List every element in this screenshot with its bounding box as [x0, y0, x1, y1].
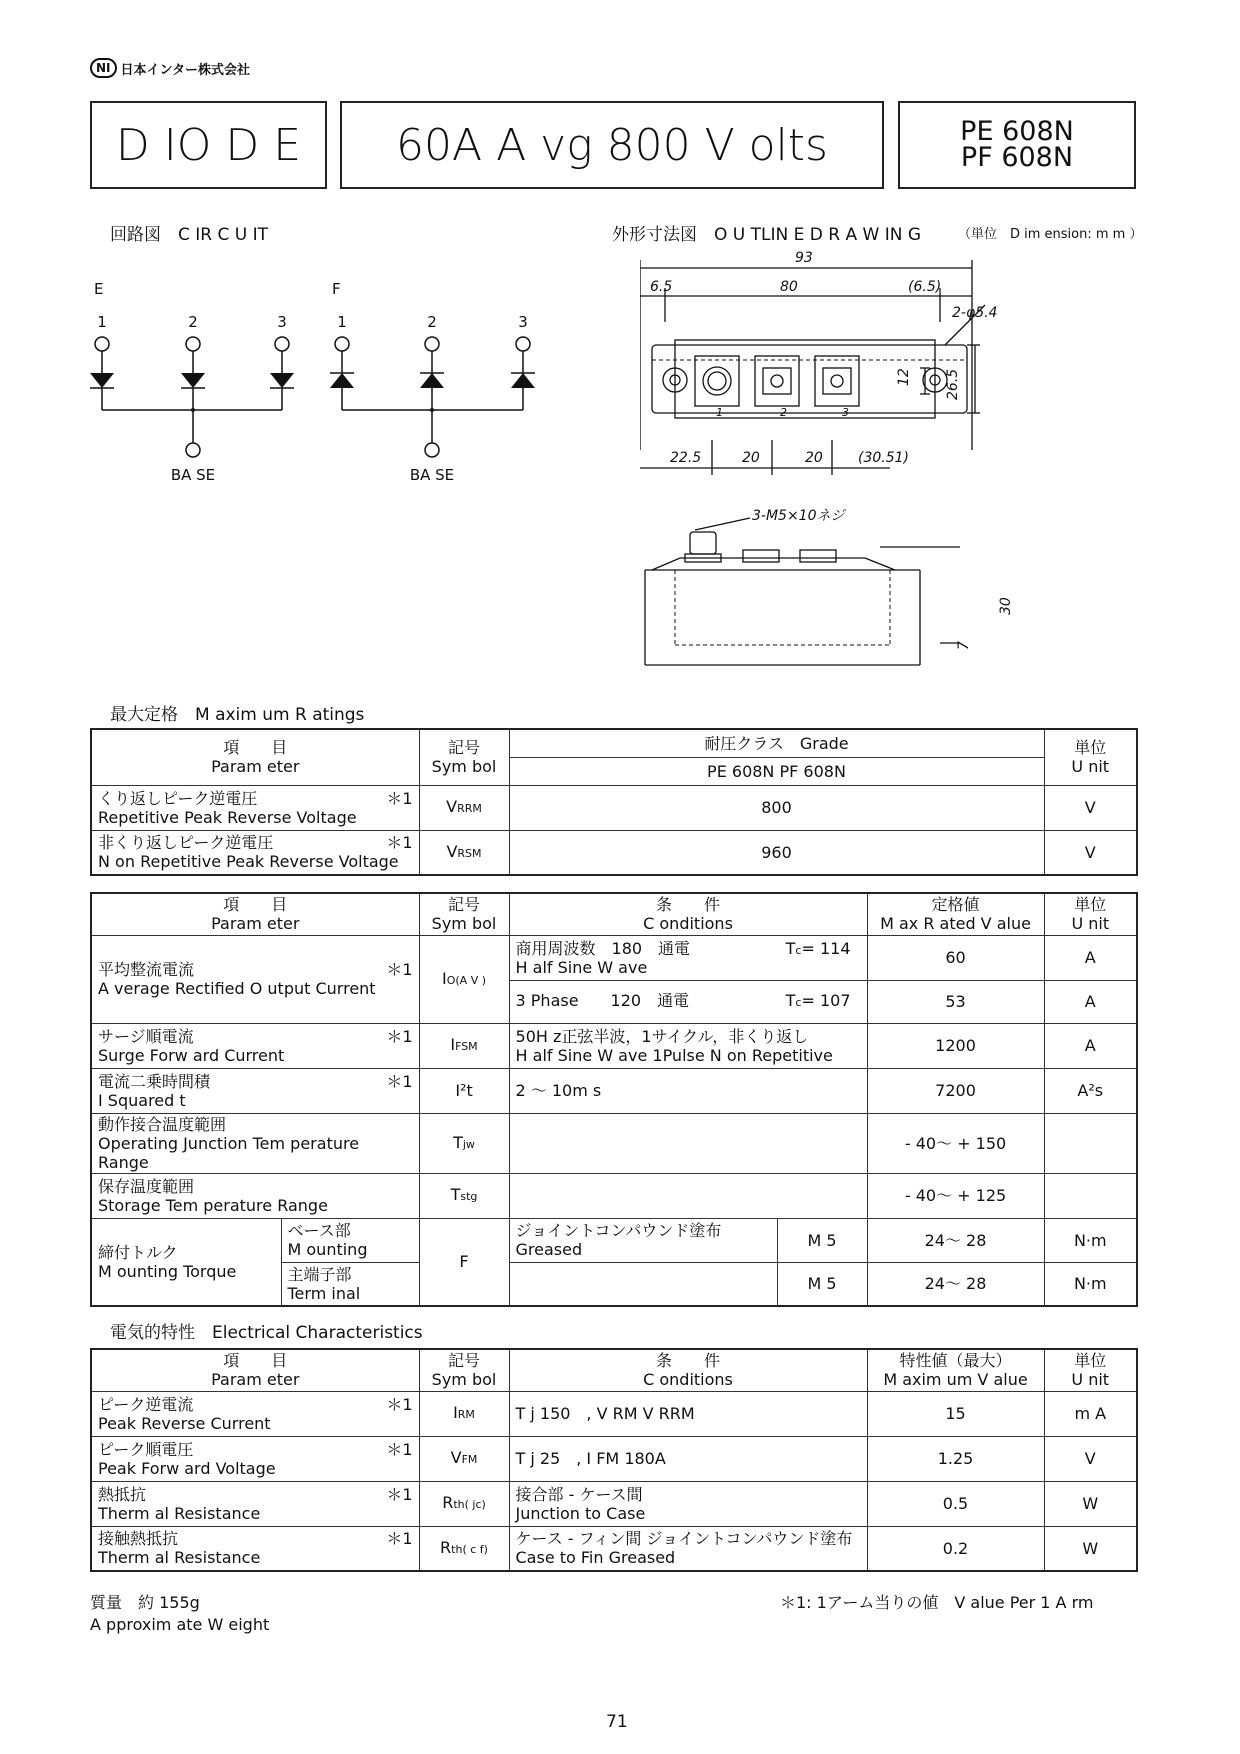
r2-header-param: 項 目 Param eter: [91, 893, 419, 935]
table-row: ＊1 サージ順電流 Surge Forw ard Current IFSM 50H z正弦半波，1サイクル，非くり返し H alf Sine W ave 1Pulse N on Repetitive 1200 A: [91, 1023, 1137, 1068]
r2-header-value: 定格値 M ax R ated V alue: [867, 893, 1044, 935]
pin-label-e2: 2: [188, 313, 198, 331]
el-header-value: 特性値（最大） M axim um V alue: [867, 1349, 1044, 1391]
mr-header-unit: 単位 U nit: [1044, 729, 1137, 785]
table-row: 締付トルク M ounting Torque ベース部 M ounting F ジョイントコンパウンド塗布 Greased M 5 24〜 28 N·m: [91, 1218, 1137, 1262]
company-name: 日本インター株式会社: [120, 62, 250, 78]
dim-left: 6.5: [650, 279, 673, 295]
circuit-heading: 回路図 C IR C U IT: [110, 225, 269, 245]
r2-header-unit: 単位 U nit: [1044, 893, 1137, 935]
terminal-3-label: 3: [842, 406, 849, 419]
el-header-param: 項 目 Param eter: [91, 1349, 419, 1391]
electrical-table: [90, 1348, 1138, 1572]
outline-unit: （単位 D im ension: m m ）: [958, 227, 1143, 242]
model-pf: PF 608N: [960, 142, 1074, 173]
dim-inner: 80: [780, 279, 798, 295]
dim-p2: 20: [742, 450, 760, 466]
terminal-2-label: 2: [780, 406, 787, 419]
dim-hole: 2-φ5.4: [952, 305, 998, 321]
table-row: ＊1 接触熱抵抗 Therm al Resistance Rth( c f) ケース - フィン間 ジョイントコンパウンド塗布 Case to Fin Greased 0.2 W: [91, 1526, 1137, 1571]
mr-header-models: PE 608N PF 608N: [509, 757, 1044, 785]
logo-mark-icon: NI: [90, 58, 117, 78]
mr-header-grade: 耐圧クラス Grade: [509, 729, 1044, 757]
table-row: ＊1 非くり返しピーク逆電圧 N on Repetitive Peak Reverse Voltage VRSM 960 V: [91, 830, 1137, 875]
title-product-box: [90, 101, 327, 189]
title-rating-box: [340, 101, 884, 189]
r2-header-cond: 条 件 C onditions: [509, 893, 867, 935]
dim-height: 26.5: [945, 368, 961, 400]
circuit-diagram: [80, 270, 550, 490]
title-model-box: [898, 101, 1136, 189]
dim-p1: 22.5: [670, 450, 702, 466]
model-pe: PE 608N: [960, 116, 1074, 147]
pin-label-e1: 1: [97, 313, 107, 331]
electrical-heading: 電気的特性 Electrical Characteristics: [110, 1323, 423, 1343]
mr-header-param: 項 目 Param eter: [91, 729, 419, 785]
r2-header-symbol: 記号 Sym bol: [419, 893, 509, 935]
outline-heading: 外形寸法図 O U TLIN E D R A W IN G: [612, 225, 922, 245]
arm-note: ＊1: 1アーム当りの値 V alue Per 1 A rm: [780, 1593, 1094, 1612]
max-ratings-heading: 最大定格 M axim um R atings: [110, 705, 365, 725]
table-row: Tc= 107 3 Phase 120 通電 53 A: [91, 980, 1137, 1023]
dim-p4: (30.51): [858, 450, 910, 466]
table-row: ＊1 ピーク逆電流 Peak Reverse Current IRM T j 150 , V RM V RRM 15 m A: [91, 1391, 1137, 1436]
dim-height-inner: 12: [896, 368, 912, 386]
pin-label-f3: 3: [518, 313, 528, 331]
el-header-unit: 単位 U nit: [1044, 1349, 1137, 1391]
dim-side-h: 30: [998, 597, 1014, 615]
dim-p3: 20: [805, 450, 823, 466]
base-label-e: BA SE: [170, 466, 216, 484]
pin-label-f2: 2: [427, 313, 437, 331]
base-label-f: BA SE: [409, 466, 455, 484]
circuit-label-f: F: [332, 280, 341, 298]
product-rating: 60A A vg 800 V olts: [396, 119, 828, 171]
table-row: ＊1 ピーク順電圧 Peak Forw ard Voltage VFM T j 25 , I FM 180A 1.25 V: [91, 1436, 1137, 1481]
dim-side-b: 7: [956, 641, 972, 650]
table-row: ＊1 電流二乗時間積 I Squared t I²t 2 〜 10m s 7200 A²s: [91, 1068, 1137, 1113]
dim-right: (6.5): [908, 279, 942, 295]
dim-overall: 93: [795, 250, 813, 266]
weight-jp: 質量 約 155g: [90, 1593, 200, 1612]
max-ratings-table: [90, 728, 1138, 876]
table-row: 主端子部 Term inal M 5 24〜 28 N·m: [91, 1262, 1137, 1306]
el-header-symbol: 記号 Sym bol: [419, 1349, 509, 1391]
pin-label-f1: 1: [337, 313, 347, 331]
ratings-conditions-table: [90, 892, 1138, 1307]
circuit-label-e: E: [94, 280, 104, 298]
product-type: D IO D E: [115, 119, 302, 171]
table-row: 保存温度範囲 Storage Tem perature Range Tstg - 40〜 + 125: [91, 1173, 1137, 1218]
dim-screw: 3-M5×10ネジ: [752, 508, 845, 524]
el-header-cond: 条 件 C onditions: [509, 1349, 867, 1391]
mr-header-symbol: 記号 Sym bol: [419, 729, 509, 785]
outline-drawing: [640, 250, 1060, 675]
page-number: 71: [606, 1712, 628, 1732]
pin-label-e3: 3: [277, 313, 287, 331]
terminal-1-label: 1: [716, 406, 723, 419]
weight-en: A pproxim ate W eight: [90, 1615, 270, 1634]
table-row: ＊1 平均整流電流 A verage Rectified O utput Current IO(A V ) Tc= 114 商用周波数 180 通電 H alf Sine W ave 60 A: [91, 935, 1137, 980]
company-logo: [90, 58, 250, 78]
table-row: ＊1 くり返しピーク逆電圧 Repetitive Peak Reverse Voltage VRRM 800 V: [91, 785, 1137, 830]
table-row: 動作接合温度範囲 Operating Junction Tem perature Range Tjw - 40〜 + 150: [91, 1113, 1137, 1173]
table-row: ＊1 熱抵抗 Therm al Resistance Rth( jc) 接合部 - ケース間 Junction to Case 0.5 W: [91, 1481, 1137, 1526]
